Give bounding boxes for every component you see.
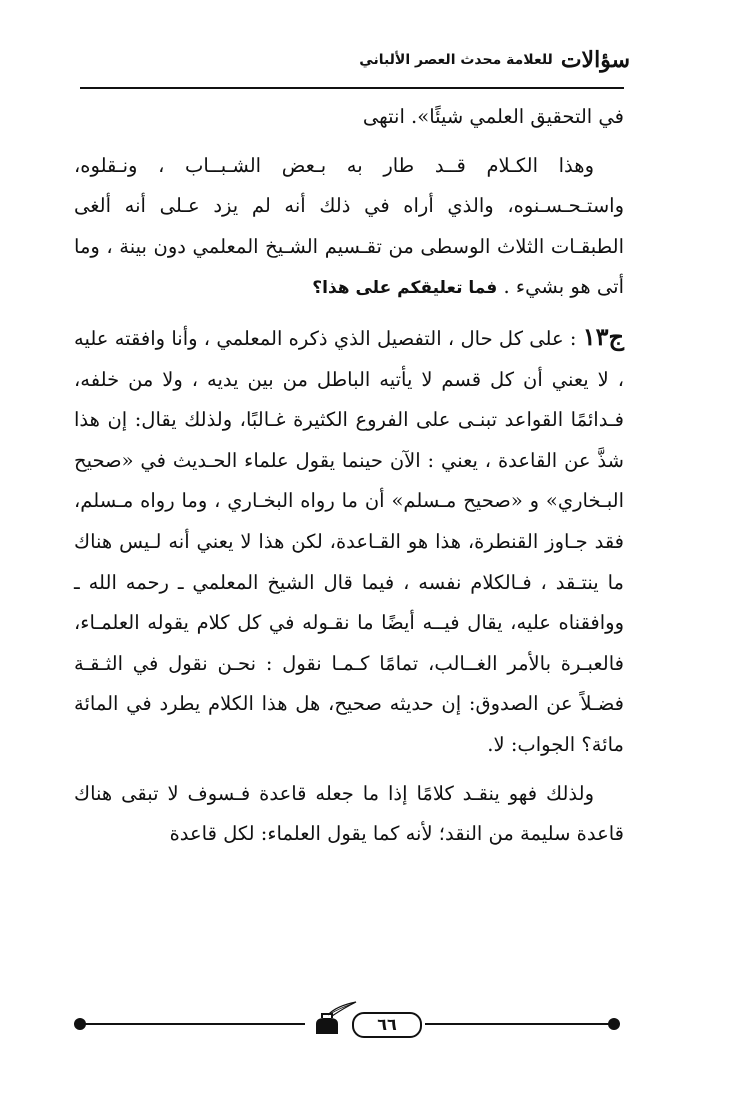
paragraph-text: وهذا الكـلام قــد طار به بـعض الشـبــاب ، ونـقلوه، واستـحـسـنوه، والذي أراه في ذلك أنه لم يزد عـلى أنه ألغى الطبقـات الثلاث الوسطى من تقـسيم الشـيخ المعلمي دون بينة ، وما أتى هو بشيء .: [74, 153, 624, 299]
page-footer: [60, 1000, 640, 1050]
paragraph: [74, 774, 624, 855]
page-number: ٦٦: [352, 1012, 422, 1038]
paragraph-text: في التحقيق العلمي شيئًا». انتهى: [362, 105, 624, 128]
running-title: للعلامة محدث العصر الألباني: [359, 52, 553, 68]
paragraph: [74, 317, 624, 766]
footer-rule-left: [80, 1023, 305, 1025]
paragraph-text: ولذلك فهو ينقـد كلامًا إذا ما جعله قاعدة فـسوف لا تبقى هناك قاعدة سليمة من النقد؛ لأنه كما يقول العلماء: لكل قاعدة: [74, 781, 624, 846]
footer-rule-right: [425, 1023, 610, 1025]
question-text: فما تعليقكم على هذا؟: [312, 278, 498, 299]
paragraph-text: : على كل حال ، التفصيل الذي ذكره المعلمي ، وأنا وافقته عليه ، لا يعني أن كل قسم لا يأتيه الباطل من بين يديه ، ولا من خلفه، فـدائمًا القواعد تبنـى على الفروع الكثيرة غـالبًا، ولذلك يقال: إن هذا شذَّ عن القاعدة ، يعني : الآن حينما يقول علماء الحـديث في «صحيح البـخاري» و «صحيح مـسلم» أن ما رواه البخـاري ، وما رواه مـسلم، فقد جـاوز القنطرة، هذا هو القـاعدة، لكن هذا لا يعني أنه لـيس هناك ما ينتـقد ، فـالكلام نفسه ، فيما قال الشيخ المعلمي ـ رحمه الله ـ ووافقناه عليه، يقال فيــه أيضًا ما نقـوله في كل كلام يقوله العلمـاء، فالعبـرة بالأمر الغــالب، تمامًا كـمـا نقول : نحـن نقول في الثـقـة فضـلاً عن الصدوق: إن حديثه صحيح، هل هذا الكلام يطرد في المائة مائة؟ الجواب: لا.: [74, 326, 625, 756]
paragraph: [74, 97, 624, 138]
series-logo: سؤالات: [560, 47, 630, 73]
body-text: [74, 97, 624, 855]
answer-number: ج١٣: [582, 321, 624, 351]
footer-dot-right: [608, 1018, 620, 1030]
header-divider: [80, 87, 624, 89]
running-header: [330, 40, 630, 80]
paragraph: [74, 146, 624, 309]
inkwell-quill-icon: [308, 1000, 358, 1036]
